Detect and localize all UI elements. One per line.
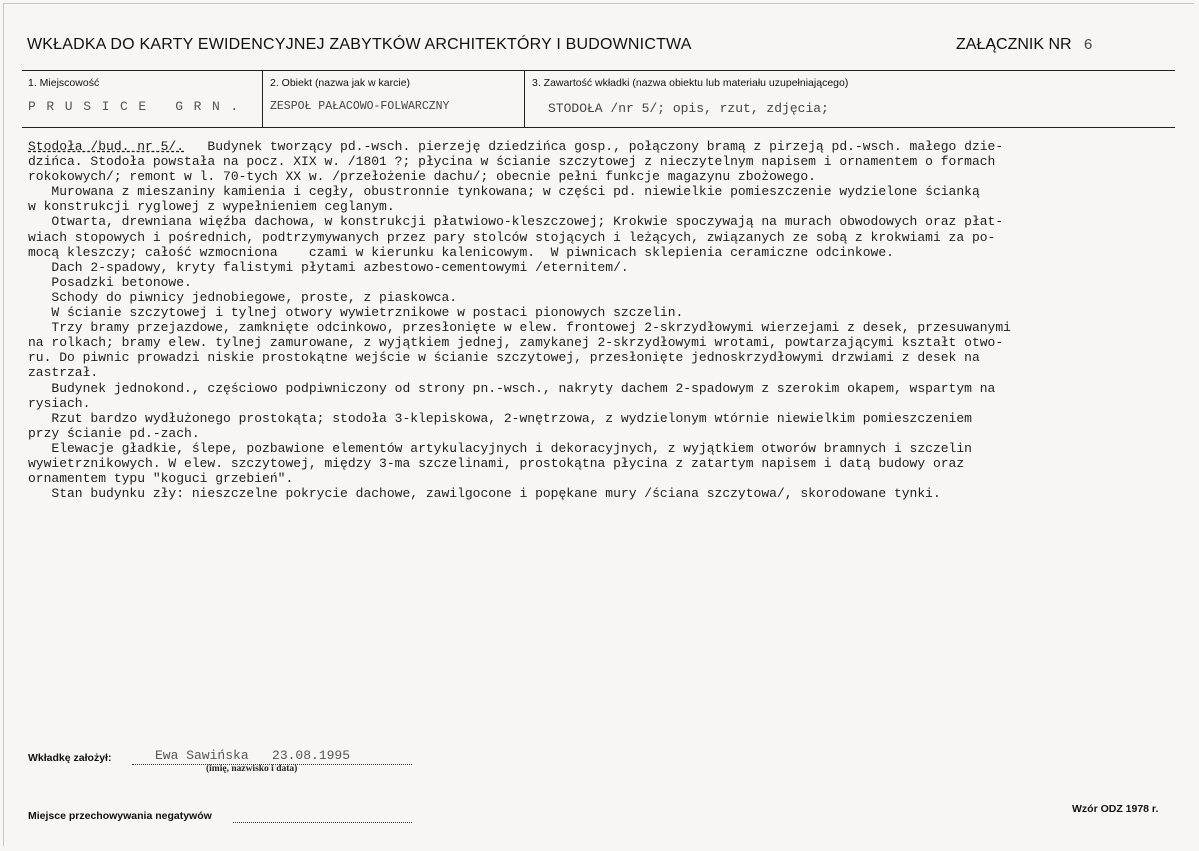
locality-value: P R U S I C E G R N . (28, 99, 240, 114)
description-line: Schody do piwnicy jednobiegowe, proste, z piaskowca. (28, 289, 458, 305)
description-line: Dach 2-spadowy, kryty falistymi płytami azbestowo-cementowymi /eternitem/. (28, 259, 629, 275)
description-line-text: Budynek tworzący pd.-wsch. pierzeję dziedzińca gosp., połączony bramą z pirzeją pd.-wsch. małego dzie- (184, 139, 1004, 154)
description-line (28, 139, 1168, 154)
description-line: Stan budynku zły: nieszczelne pokrycie dachowe, zawilgocone i popękane mury /ściana szczytowa/, skorodowane tynki. (28, 486, 941, 502)
object-label: 2. Obiekt (nazwa jak w karcie) (270, 77, 411, 89)
contents-value: STODOŁA /nr 5/; opis, rzut, zdjęcia; (548, 101, 829, 116)
annex-label (956, 36, 1093, 54)
description-line: wiach stopowych i pośrednich, podtrzymywanych przez pary stolców stojących i leżących, związanych ze sobą z krokwiami za po- (28, 229, 996, 245)
description-line: mocą kleszczy; całość wzmocniona czami w kierunku kalenicowym. W piwnicach sklepienia ceramiczne odcinkowe. (28, 244, 894, 260)
contents-label: 3. Zawartość wkładki (nazwa obiektu lub materiału uzupełniającego) (532, 77, 849, 89)
description-line: ru. Do piwnic prowadzi niskie prostokątne wejście w ścianie szczytowej, przesłonięte jednoskrzydłowymi drzwiami z desek na (28, 350, 980, 366)
storage-label: Miejsce przechowywania negatywów (28, 810, 212, 822)
form-title: WKŁADKA DO KARTY EWIDENCYJNEJ ZABYTKÓW ARCHITEKTÓRY I BUDOWNICTWA (27, 36, 692, 53)
signed-label: Wkładkę założył: (28, 752, 112, 764)
form-code: Wzór ODZ 1978 r. (1072, 803, 1159, 815)
description-title-ref: Stodoła /bud. nr 5/. (28, 139, 185, 154)
description-line: Posadzki betonowe. (28, 274, 192, 290)
description-line: na rolkach; bramy elew. tylnej zamurowane, z wyjątkiem jednej, zamykanej 2-skrzydłowymi wrotami, powtarzającymi kształt otwo- (28, 335, 1004, 351)
object-value: ZESPOŁ PAŁACOWO-FOLWARCZNY (270, 100, 450, 113)
storage-dotted-line (233, 822, 412, 823)
annex-number: 6 (1083, 37, 1093, 54)
description-line: w konstrukcji ryglowej z wypełnieniem ceglanym. (28, 199, 395, 215)
field-divider-1 (262, 71, 263, 127)
description-line: ornamentem typu "koguci grzebień". (28, 471, 294, 487)
description-line: Budynek jednokond., częściowo podpiwniczony od strony pn.-wsch., nakryty dachem 2-spadowym z szerokim okapem, wspartym na (28, 380, 996, 396)
header-rule-top (22, 70, 1175, 71)
field-divider-2 (524, 71, 525, 127)
description-line: Murowana z mieszaniny kamienia i cegły, obustronnie tynkowana; w części pd. niewielkie pomieszczenie wydzielone ścianką (28, 184, 980, 200)
description-line: zastrzał. (28, 365, 99, 381)
description-line: Trzy bramy przejazdowe, zamknięte odcinkowo, przesłonięte w elew. frontowej 2-skrzydłowymi wierzejami z desek, przesuwanymi (28, 320, 1011, 336)
description-line: Otwarta, drewniana więźba dachowa, w konstrukcji płatwiowo-kleszczowej; Krokwie spoczywają na murach obwodowych oraz płat- (28, 214, 1004, 230)
description-line: przy ścianie pd.-zach. (28, 425, 200, 441)
signed-value: Ewa Sawińska 23.08.1995 (155, 748, 351, 763)
description-line: rysiach. (28, 395, 91, 411)
description-line: wywietrznikowych. W elew. szczytowej, między 3-ma szczelinami, prostokątna płycina z zatartym napisem i datą budowy oraz (28, 455, 965, 471)
description-line: Rzut bardzo wydłużonego prostokąta; stodoła 3-klepiskowa, 2-wnętrzowa, z wydzielonym wtórnie niewielkim pomieszczeniem (28, 410, 972, 426)
description-line: rokokowych/; remont w l. 70-tych XX w. /przełożenie dachu/; obecnie pełni funkcje magazynu zbożowego. (28, 169, 816, 185)
description-line: Elewacje gładkie, ślepe, pozbawione elementów artykulacyjnych i dekoracyjnych, z wyjątkiem otworów bramnych i szczelin (28, 440, 972, 456)
locality-label: 1. Miejscowość (28, 77, 100, 89)
description-line: W ścianie szczytowej i tylnej otwory wywietrznikowe w postaci pionowych szczelin. (28, 305, 684, 321)
signed-hint: (imię, nazwisko i data) (206, 764, 298, 774)
annex-label-text: ZAŁĄCZNIK NR (956, 36, 1072, 53)
description-line: dzińca. Stodoła powstała na pocz. XIX w. /1801 ?; płycina w ścianie szczytowej z nieczytelnym napisem i ornamentem o formach (28, 154, 996, 170)
description-body (28, 139, 1168, 501)
header-rule-bottom (22, 127, 1175, 128)
